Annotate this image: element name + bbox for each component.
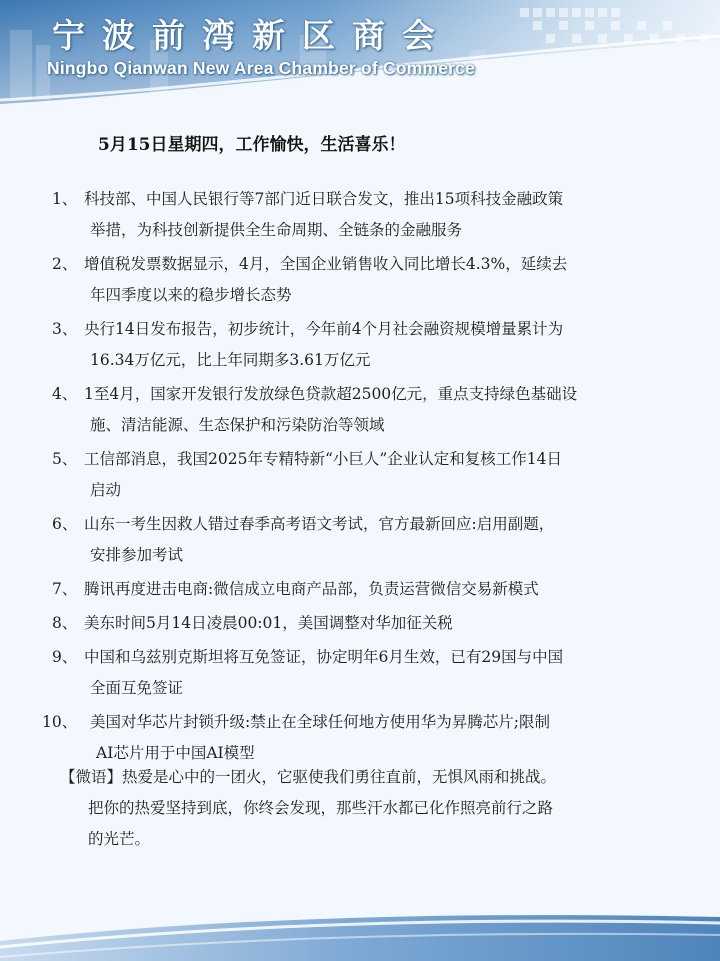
news-text-continued: 启动 — [90, 481, 122, 499]
brand-title-en: Ningbo Qianwan New Area Chamber of Commerce — [47, 58, 476, 78]
news-item — [46, 574, 676, 605]
news-list — [42, 184, 676, 772]
news-number: 10、 — [42, 713, 78, 731]
footer-wave — [0, 901, 720, 961]
quote-label: 【微语】 — [60, 768, 123, 786]
quote-text-continued: 的光芒。 — [88, 830, 151, 848]
quote-text: 热爱是心中的一团火，它驱使我们勇往直前，无惧风雨和挑战。 — [122, 768, 557, 786]
news-item — [46, 444, 676, 506]
news-item — [46, 184, 676, 246]
news-item — [46, 379, 676, 441]
news-number: 3、 — [52, 320, 78, 338]
daily-quote — [60, 762, 665, 855]
news-text: 美国对华芯片封锁升级:禁止在全球任何地方使用华为昇腾芯片;限制 — [90, 713, 550, 731]
news-text-continued: 16.34万亿元，比上年同期多3.61万亿元 — [90, 351, 371, 369]
news-text: 央行14日发布报告，初步统计，今年前4个月社会融资规模增量累计为 — [84, 320, 564, 338]
news-item — [46, 314, 676, 376]
news-number: 5、 — [52, 450, 78, 468]
news-text: 美东时间5月14日凌晨00:01，美国调整对华加征关税 — [84, 614, 453, 632]
greeting-heading: 5月15日星期四，工作愉快，生活喜乐！ — [98, 135, 406, 155]
news-number: 9、 — [52, 648, 78, 666]
news-text-continued: 施、清洁能源、生态保护和污染防治等领域 — [90, 416, 385, 434]
news-item — [42, 707, 676, 769]
footer-decoration — [0, 901, 720, 961]
news-number: 4、 — [52, 385, 78, 403]
news-text: 增值税发票数据显示，4月，全国企业销售收入同比增长4.3%，延续去 — [84, 255, 568, 273]
news-text-continued: 全面互免签证 — [90, 679, 184, 697]
news-item — [46, 608, 676, 639]
news-number: 6、 — [52, 515, 78, 533]
header-banner — [0, 0, 720, 118]
news-number: 8、 — [52, 614, 78, 632]
brand-title-cn: 宁波前湾新区商会 — [52, 16, 452, 55]
news-text-continued: 安排参加考试 — [90, 546, 184, 564]
news-text: 工信部消息，我国2025年专精特新“小巨人”企业认定和复核工作14日 — [84, 450, 563, 468]
quote-text-continued: 把你的热爱坚持到底，你终会发现，那些汗水都已化作照亮前行之路 — [88, 799, 554, 817]
news-text-continued: AI芯片用于中国AI模型 — [96, 744, 255, 762]
news-item — [46, 509, 676, 571]
news-text: 科技部、中国人民银行等7部门近日联合发文，推出15项科技金融政策 — [84, 190, 564, 208]
news-text: 山东一考生因救人错过春季高考语文考试，官方最新回应:启用副题， — [84, 515, 555, 533]
news-text-continued: 年四季度以来的稳步增长态势 — [90, 286, 292, 304]
news-text: 腾讯再度进击电商:微信成立电商产品部，负责运营微信交易新模式 — [84, 580, 539, 598]
news-item — [46, 249, 676, 311]
news-text-continued: 举措，为科技创新提供全生命周期、全链条的金融服务 — [90, 221, 463, 239]
news-text: 1至4月，国家开发银行发放绿色贷款超2500亿元，重点支持绿色基础设 — [84, 385, 578, 403]
news-item — [46, 642, 676, 704]
news-number: 1、 — [52, 190, 78, 208]
news-number: 2、 — [52, 255, 78, 273]
news-text: 中国和乌兹别克斯坦将互免签证，协定明年6月生效，已有29国与中国 — [84, 648, 564, 666]
news-number: 7、 — [52, 580, 78, 598]
